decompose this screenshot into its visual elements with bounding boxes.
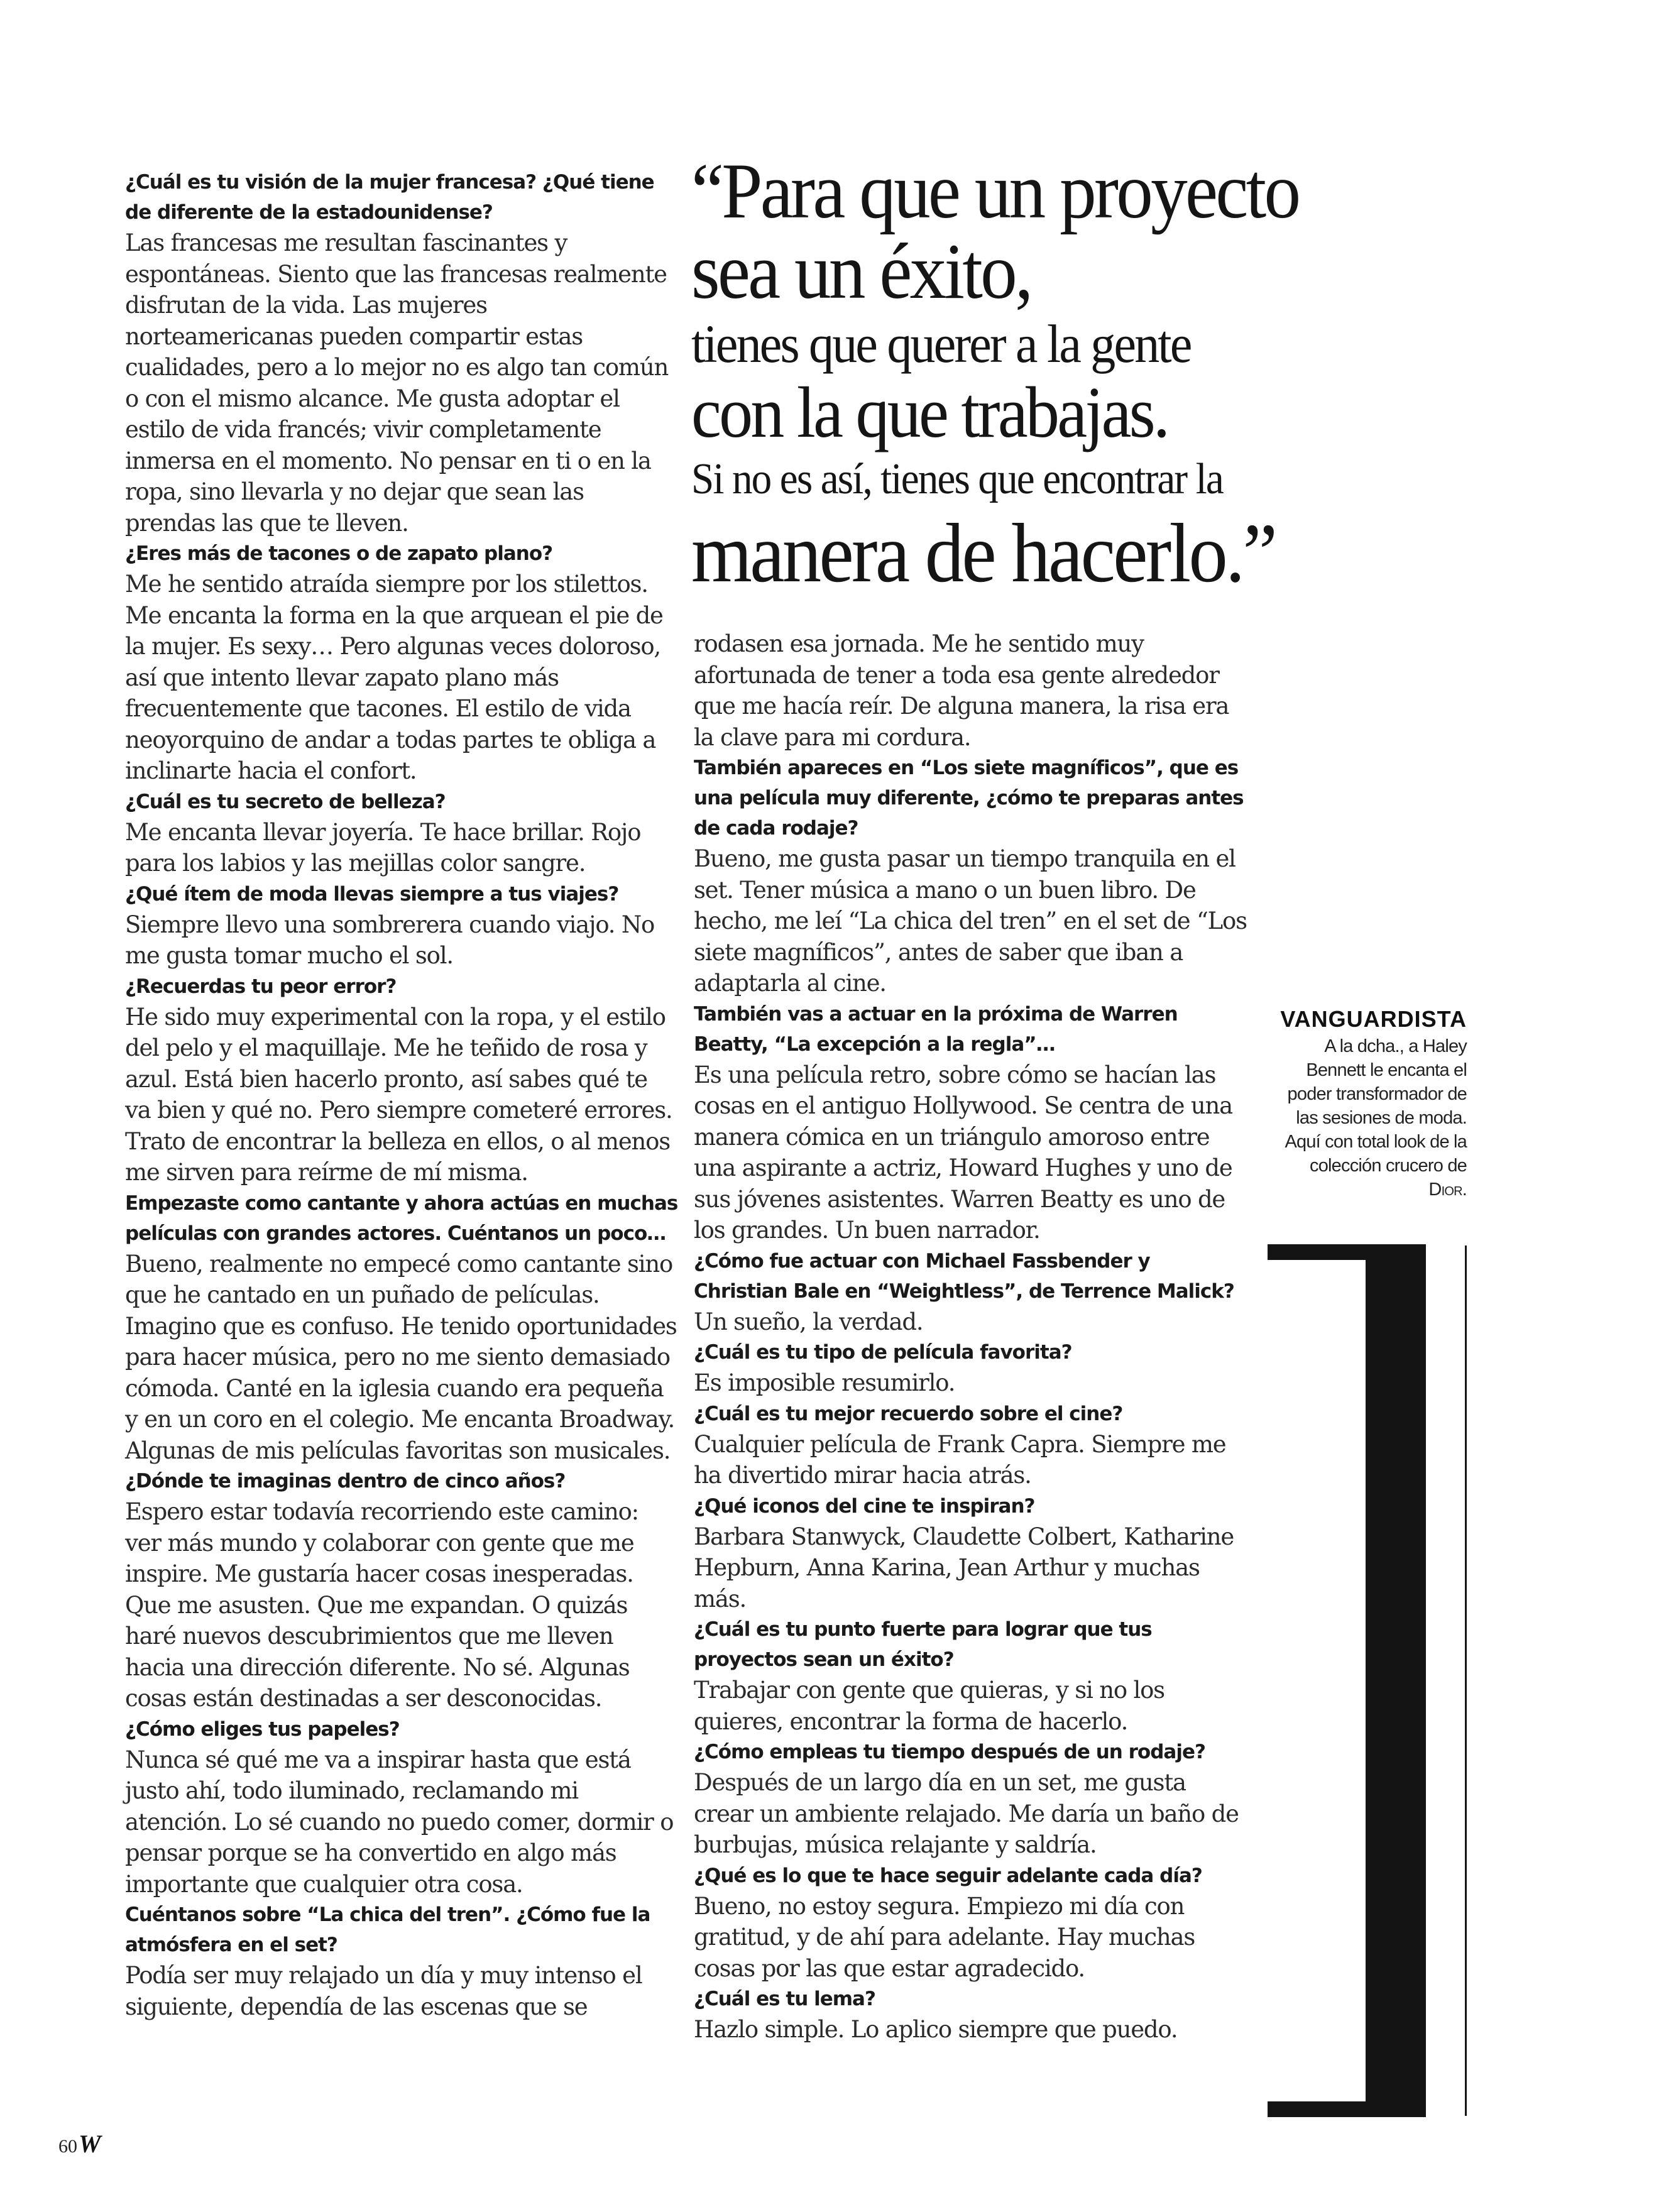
photo-caption (1269, 1005, 1467, 1202)
answer: Trabajar con gente que quieras, y si no los quieres, encontrar la forma de hacerlo. (694, 1677, 1164, 1735)
question: ¿Cómo eliges tus papeles? (125, 1717, 400, 1741)
answer: Barbara Stanwyck, Claudette Colbert, Katharine Hepburn, Anna Karina, Jean Arthur y muchas más. (694, 1523, 1234, 1612)
answer-continuation: rodasen esa jornada. Me he sentido muy afortunada de tener a toda esa gente alrededor que me hacía reír. De alguna manera, la risa era la clave para mi cordura. (694, 630, 1229, 751)
question: ¿Cómo empleas tu tiempo después de un rodaje? (694, 1741, 1205, 1763)
caption-text (1269, 1034, 1467, 1202)
folio (58, 2129, 101, 2159)
bracket-ornament (1268, 1244, 1469, 2117)
question: ¿Cómo fue actuar con Michael Fassbender y Christian Bale en “Weightless”, de Terrence Malick? (694, 1249, 1234, 1303)
pull-quote-line: manera de hacerlo.” (691, 506, 1276, 600)
pull-quote-line: Si no es así, tienes que encontrar la (691, 455, 1223, 503)
question: ¿Cuál es tu mejor recuerdo sobre el cine? (694, 1402, 1123, 1425)
pull-quote-line: “Para que un proyecto (691, 148, 1299, 235)
question: ¿Recuerdas tu peor error? (125, 975, 397, 998)
answer: Podía ser muy relajado un día y muy intenso el siguiente, dependía de las escenas que se (125, 1962, 642, 2020)
answer: Bueno, no estoy segura. Empiezo mi día con gratitud, y de ahí para adelante. Hay muchas cosas por las que estar agradecido. (694, 1892, 1195, 1982)
question: ¿Cuál es tu punto fuerte para lograr que tus proyectos sean un éxito? (694, 1618, 1152, 1671)
qa-list (694, 753, 1247, 2045)
answer: Las francesas me resultan fascinantes y espontáneas. Siento que las francesas realmente disfrutan de la vida. Las mujeres norteamericanas pueden compartir estas cualidades, pero a lo mejor no es algo tan común o con el mismo alcance. Me gusta adoptar el estilo de vida francés; vivir completamente inmersa en el momento. No pensar en ti o en la ropa, sino llevarla y no dejar que sean las prendas las que te lleven. (125, 229, 669, 537)
magazine-logo: W (79, 2130, 101, 2158)
answer: Después de un largo día en un set, me gusta crear un ambiente relajado. Me daría un baño de burbujas, música relajante y saldría. (694, 1769, 1239, 1858)
left-column (125, 167, 678, 2022)
pull-quote-line: sea un éxito, (691, 228, 1031, 315)
question: ¿Qué es lo que te hace seguir adelante cada día? (694, 1864, 1202, 1887)
answer: Me encanta llevar joyería. Te hace brillar. Rojo para los labios y las mejillas color sangre. (125, 818, 641, 877)
pull-quote-line: con la que trabajas. (691, 373, 1168, 453)
question: ¿Cuál es tu visión de la mujer francesa? ¿Qué tiene de diferente de la estadounidense? (125, 171, 654, 224)
answer: Es una película retro, sobre cómo se hacían las cosas en el antiguo Hollywood. Se centra de una manera cómica en un triángulo amoroso entre una aspirante a actriz, Howard Hughes y uno de sus jóvenes asistentes. Warren Beatty es uno de los grandes. Un buen narrador. (694, 1061, 1232, 1244)
answer: Hazlo simple. Lo aplico siempre que puedo. (694, 2016, 1178, 2043)
answer: Cualquier película de Frank Capra. Siempre me ha divertido mirar hacia atrás. (694, 1430, 1226, 1489)
caption-body: A la dcha., a Haley Bennett le encanta el poder transformador de las sesiones de moda. Aquí con total look de la colección crucero de (1285, 1036, 1467, 1176)
caption-end: . (1462, 1180, 1467, 1200)
question: ¿Qué ítem de moda llevas siempre a tus viajes? (125, 882, 619, 906)
answer: Me he sentido atraída siempre por los stilettos. Me encanta la forma en la que arquean el pie de la mujer. Es sexy… Pero algunas veces doloroso, así que intento llevar zapato plano más frecuentemente que tacones. El estilo de vida neoyorquino de andar a todas partes te obliga a inclinarte hacia el confort. (125, 571, 663, 784)
answer: Bueno, realmente no empecé como cantante sino que he cantado en un puñado de películas. Imagino que es confuso. He tenido oportunidades para hacer música, pero no me siento demasiado cómoda. Canté en la iglesia cuando era pequeña y en un coro en el colegio. Me encanta Broadway. Algunas de mis películas favoritas son musicales. (125, 1250, 677, 1464)
answer: Un sueño, la verdad. (694, 1308, 923, 1335)
caption-brand: Dior (1428, 1180, 1462, 1200)
right-column (694, 628, 1247, 2045)
pull-quote (691, 148, 1433, 600)
answer: Bueno, me gusta pasar un tiempo tranquila en el set. Tener música a mano o un buen libro. De hecho, me leí “La chica del tren” en el set de “Los siete magníficos”, antes de saber que iban a adaptarla al cine. (694, 845, 1247, 997)
answer: Nunca sé qué me va a inspirar hasta que está justo ahí, todo iluminado, reclamando mi atención. Lo sé cuando no puedo comer, dormir o pensar porque se ha convertido en algo más importante que cualquier otra cosa. (125, 1746, 674, 1898)
question: Cuéntanos sobre “La chica del tren”. ¿Cómo fue la atmósfera en el set? (125, 1903, 650, 1956)
question: Empezaste como cantante y ahora actúas en muchas películas con grandes actores. Cuéntanos un poco… (125, 1191, 678, 1245)
answer: Siempre llevo una sombrerera cuando viajo. No me gusta tomar mucho el sol. (125, 911, 655, 969)
question: ¿Qué iconos del cine te inspiran? (694, 1494, 1035, 1518)
question: ¿Dónde te imaginas dentro de cinco años? (125, 1470, 566, 1492)
page-number: 60 (58, 2136, 77, 2157)
question: ¿Eres más de tacones o de zapato plano? (125, 542, 553, 565)
answer: He sido muy experimental con la ropa, y el estilo del pelo y el maquillaje. Me he teñido de rosa y azul. Está bien hacerlo pronto, así sabes qué te va bien y qué no. Pero siempre cometeré errores. Trato de encontrar la belleza en ellos, o al menos me sirven para reírme de mí misma. (125, 1003, 672, 1186)
bracket-shape (1268, 1244, 1426, 2117)
question: ¿Cuál es tu tipo de película favorita? (694, 1341, 1072, 1364)
answer: Espero estar todavía recorriendo este camino: ver más mundo y colaborar con gente que me inspire. Me gustaría hacer cosas inesperadas. Que me asusten. Que me expandan. O quizás haré nuevos descubrimientos que me lleven hacia una dirección diferente. No sé. Algunas cosas están destinadas a ser desconocidas. (125, 1498, 638, 1712)
answer: Es imposible resumirlo. (694, 1369, 955, 1396)
question: También vas a actuar en la próxima de Warren Beatty, “La excepción a la regla”… (694, 1002, 1178, 1056)
question: ¿Cuál es tu secreto de belleza? (125, 790, 446, 813)
question: ¿Cuál es tu lema? (694, 1988, 875, 2010)
bracket-line (1465, 1246, 1467, 2116)
question: También apareces en “Los siete magníficos”, que es una película muy diferente, ¿cómo te preparas antes de cada rodaje? (694, 757, 1244, 840)
pull-quote-line: tienes que querer a la gente (691, 314, 1191, 374)
caption-title: VANGUARDISTA (1280, 1006, 1467, 1032)
